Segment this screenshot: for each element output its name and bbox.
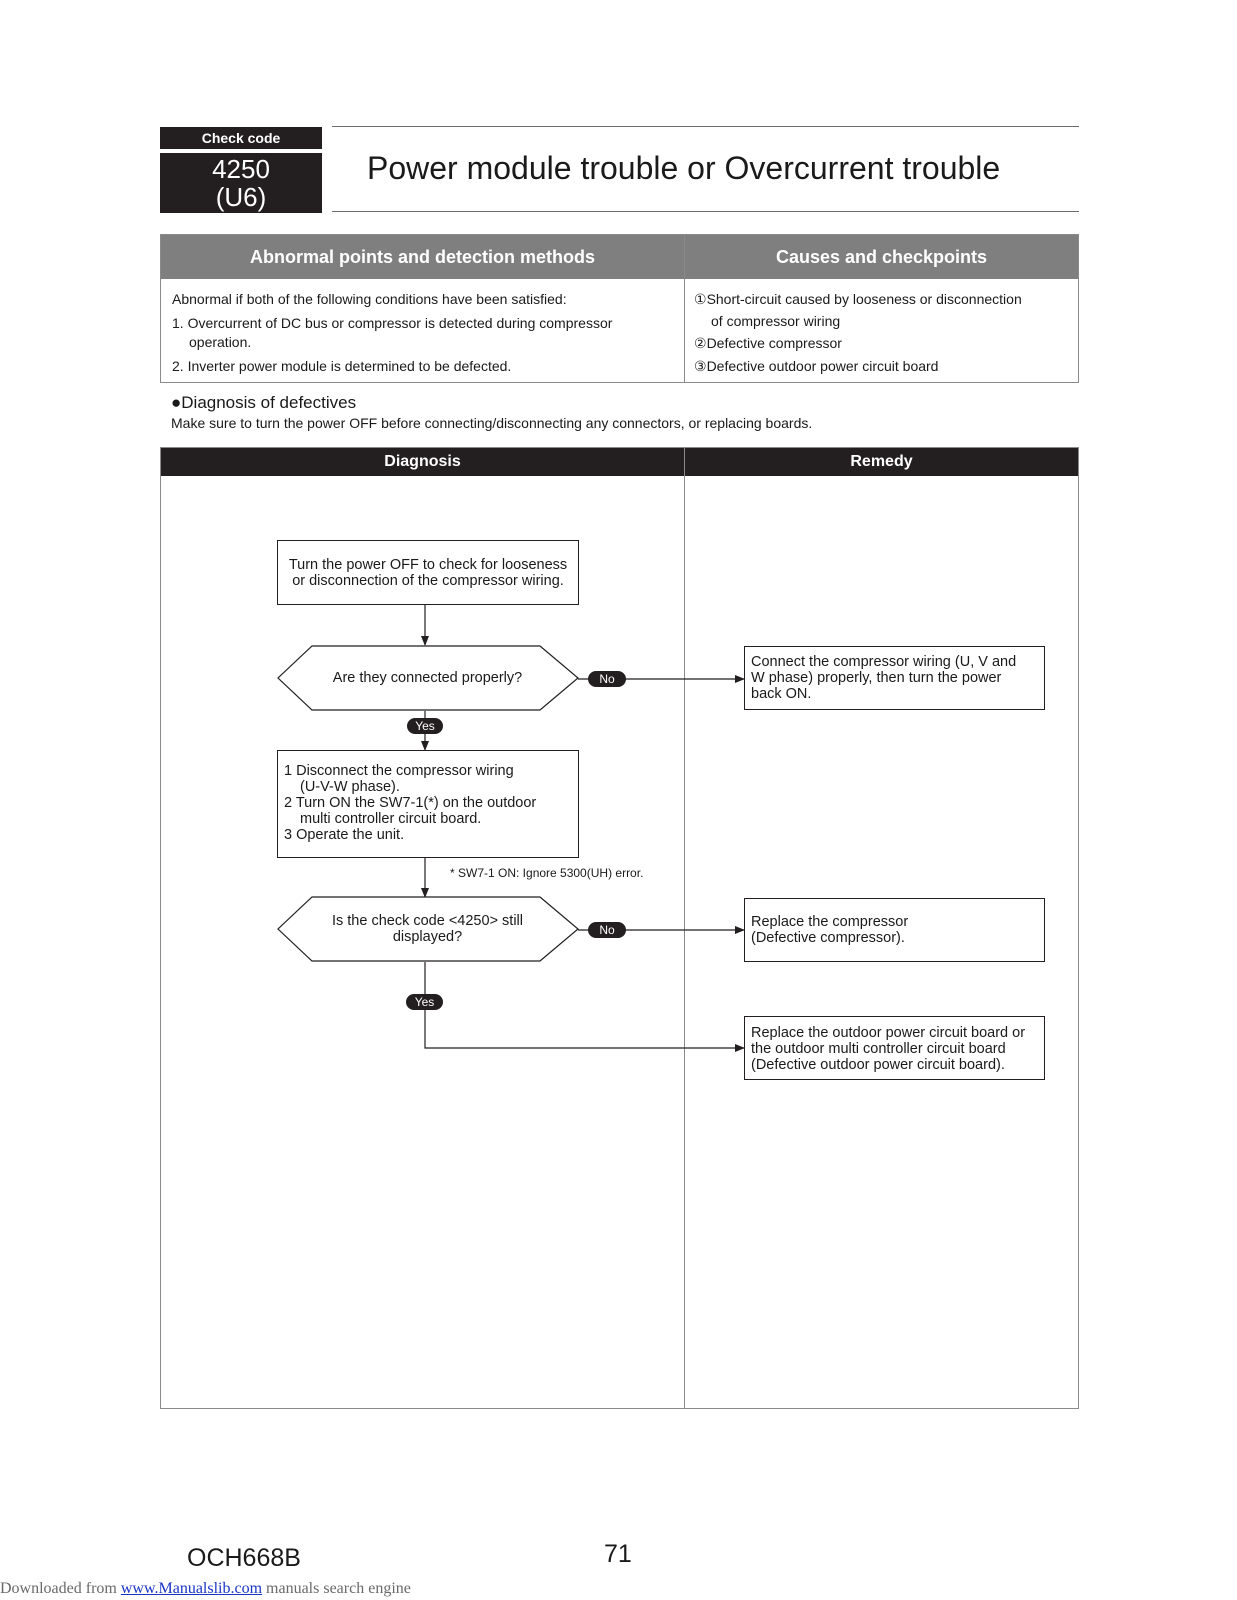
step1-box [277,540,579,605]
decision2-text [290,913,565,945]
remedy2-box [744,898,1045,962]
check-code-number: 4250 [212,154,270,184]
cause-item-cont: of compressor wiring [711,313,841,329]
abnormal-line: operation. [189,334,252,350]
page-title: Power module trouble or Overcurrent trouble [367,150,1001,186]
abnormal-line: 1. Overcurrent of DC bus or compressor is detected during compressor [172,315,613,331]
cause-marker: ③ [694,358,707,374]
diagnosis-section-title: ●Diagnosis of defectives [171,393,357,412]
step2-line: 2 Turn ON the SW7-1(*) on the outdoor [284,795,537,811]
arrow-decision2-yes [425,962,744,1048]
decision1-text: Are they connected properly? [332,670,523,686]
check-code-label: Check code [160,127,322,149]
sw7-footnote: * SW7-1 ON: Ignore 5300(UH) error. [450,866,644,880]
yes-label: Yes [406,994,443,1010]
remedy1-line: back ON. [751,686,812,702]
remedy3-box [744,1016,1045,1080]
decision2-line: displayed? [392,929,463,945]
document-code: OCH668B [187,1544,301,1572]
step2-box [277,750,579,858]
cause-marker: ② [694,335,707,351]
step2-line: 3 Operate the unit. [284,827,405,843]
page-number: 71 [604,1540,632,1568]
cause-text: Defective outdoor power circuit board [706,358,939,374]
abnormal-line: Abnormal if both of the following conditions have been satisfied: [172,291,567,307]
download-prefix: Downloaded from [0,1580,117,1597]
step1-line: or disconnection of the compressor wiring. [292,573,564,589]
abnormal-line: 2. Inverter power module is determined to be defected. [172,358,512,374]
step2-line: multi controller circuit board. [300,811,482,827]
check-code-alt: (U6) [215,182,267,212]
remedy1-line: Connect the compressor wiring (U, V and [751,654,1017,670]
step2-line: 1 Disconnect the compressor wiring [284,763,514,779]
remedy2-line: (Defective compressor). [751,930,905,946]
no-label: No [588,922,626,938]
remedy1-box [744,646,1045,710]
cause-text: Defective compressor [706,335,842,351]
remedy3-line: the outdoor multi controller circuit board [751,1041,1006,1057]
abnormal-points-header: Abnormal points and detection methods [161,235,684,279]
cause-marker: ① [694,291,707,307]
cause-text: Short-circuit caused by looseness or disconnection [706,291,1022,307]
download-attribution [0,1580,411,1598]
step2-line: (U-V-W phase). [300,779,400,795]
remedy-header: Remedy [850,453,913,470]
manualslib-link[interactable]: www.Manualslib.com [120,1580,263,1597]
remedy3-line: Replace the outdoor power circuit board or [751,1025,1026,1041]
causes-header: Causes and checkpoints [685,235,1078,279]
download-suffix: manuals search engine [266,1580,411,1597]
yes-label: Yes [407,718,443,734]
remedy3-line: (Defective outdoor power circuit board). [751,1057,1005,1073]
diagnosis-note: Make sure to turn the power OFF before connecting/disconnecting any connectors, or replacing boards. [171,415,813,431]
decision2-line: Is the check code <4250> still [331,913,524,929]
remedy1-line: W phase) properly, then turn the power [751,670,1002,686]
step1-line: Turn the power OFF to check for looseness [288,557,568,573]
remedy2-line: Replace the compressor [751,914,909,930]
diagnosis-header: Diagnosis [384,453,461,470]
no-label: No [588,671,626,687]
